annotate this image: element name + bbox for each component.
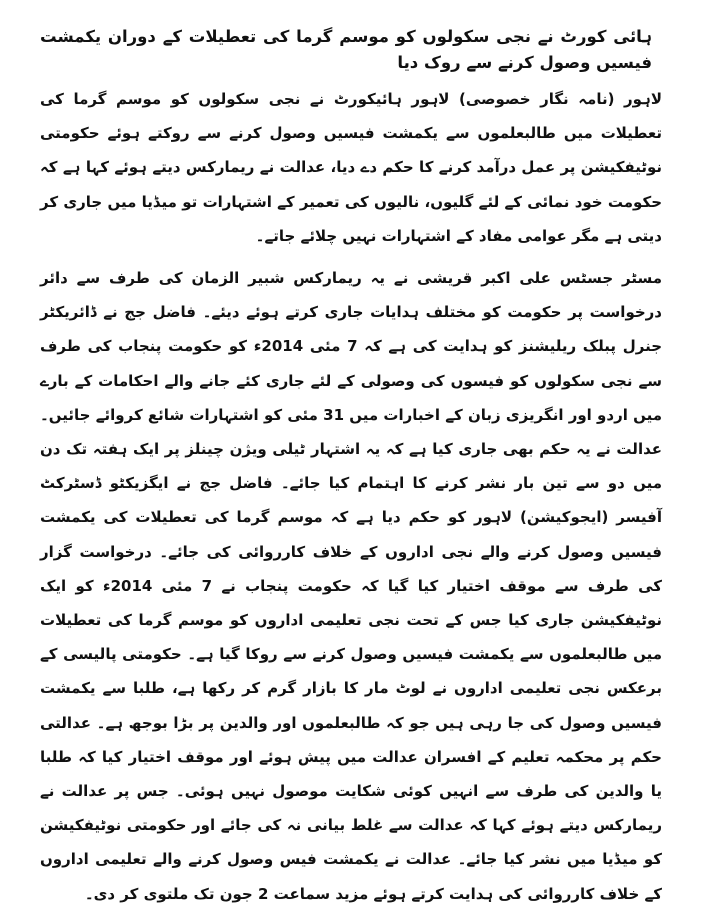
article-headline: ہائی کورٹ نے نجی سکولوں کو موسم گرما کی تعطیلات کے دوران یکمشت فیسیں وصول کرنے سے روک دیا	[40, 27, 652, 72]
news-article	[40, 6, 662, 919]
article-paragraph-2: مسٹر جسٹس علی اکبر قریشی نے یہ ریمارکس شبیر الزمان کی طرف سے دائر درخواست پر حکومت کو مختلف ہدایات جاری کرتے ہوئے دیئے۔ فاضل جج نے ڈائریکٹر جنرل پبلک ریلیشنز کو ہدایت کی ہے کہ 7 مئی 2014ء کو حکومت پنجاب کی طرف سے نجی سکولوں کو فیسوں کی وصولی کے لئے جاری کئے جانے والے احکامات کے بارے میں اردو اور انگریزی زبان کے اخبارات میں 31 مئی کو اشتہارات شائع کروائے جائیں۔ عدالت نے یہ حکم بھی جاری کیا ہے کہ یہ اشتہار ٹیلی ویژن چینلز پر ایک ہفتہ تک دن میں دو سے تین بار نشر کرنے کا اہتمام کیا جائے۔ فاضل جج نے ایگزیکٹو ڈسٹرکٹ آفیسر (ایجوکیشن) لاہور کو حکم دیا ہے کہ موسم گرما کی تعطیلات کی یکمشت فیسیں وصول کرنے والے نجی اداروں کے خلاف کارروائی کی جائے۔ درخواست گزار کی طرف سے موقف اختیار کیا گیا کہ حکومت پنجاب نے 7 مئی 2014ء کو ایک نوٹیفکیشن جاری کیا جس کے تحت نجی تعلیمی اداروں کو موسم گرما کی تعطیلات میں طالبعلموں سے یکمشت فیسیں وصول کرنے سے روکا گیا ہے۔ حکومتی پالیسی کے برعکس نجی تعلیمی اداروں نے لوٹ مار کا بازار گرم کر رکھا ہے، طلبا سے یکمشت فیسیں وصول کی جا رہی ہیں جو کہ طالبعلموں اور والدین پر بڑا بوجھ ہے۔ عدالتی حکم پر محکمہ تعلیم کے افسران عدالت میں پیش ہوئے اور موقف اختیار کیا کہ طلبا یا والدین کی طرف سے انہیں کوئی شکایت موصول نہیں ہوئی۔ جس پر عدالت نے ریمارکس دیتے ہوئے کہا کہ عدالت سے غلط بیانی نہ کی جائے اور حکومتی نوٹیفکیشن کو میڈیا میں نشر کیا جائے۔ عدالت نے یکمشت فیس وصول کرنے والے تعلیمی اداروں کے خلاف کارروائی کی ہدایت کرتے ہوئے مزید سماعت 2 جون تک ملتوی کر دی۔	[40, 269, 663, 903]
article-paragraph-1: لاہور (نامہ نگار خصوصی) لاہور ہائیکورٹ نے نجی سکولوں کو موسم گرما کی تعطیلات میں طالبعلموں سے یکمشت فیسیں وصول کرنے سے روکتے ہوئے حکومتی نوٹیفکیشن پر عمل درآمد کرنے کا حکم دے دیا، عدالت نے ریمارکس دیتے ہوئے کہا ہے کہ حکومت خود نمائی کے لئے گلیوں، نالیوں کی تعمیر کے اشتہارات تو میڈیا میں جاری کر دیتی ہے مگر عوامی مفاد کے اشتہارات نہیں چلائے جاتے۔	[40, 90, 662, 245]
